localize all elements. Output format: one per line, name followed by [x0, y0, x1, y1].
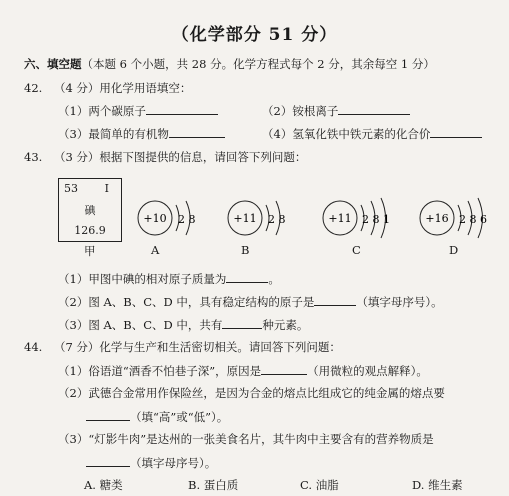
- q44-sub-3b-text: （填字母序号）。: [130, 456, 217, 470]
- answer-blank[interactable]: [261, 362, 307, 375]
- shell-electrons: 2 8 6: [459, 213, 487, 226]
- page-title: （化学部分 51 分）: [171, 25, 338, 45]
- q42-number: 42.: [24, 81, 43, 95]
- q43-sub-1-text: （1）甲图中碘的相对原子质量为: [58, 272, 227, 286]
- answer-blank[interactable]: [226, 270, 268, 283]
- option-d: D. 维生素: [412, 478, 463, 492]
- option-c: C. 油脂: [300, 478, 339, 492]
- q44-sub-2b: [86, 408, 228, 425]
- q43-number: 43.: [24, 150, 43, 164]
- q43-sub-3-text: （3）图 A、B、C、D 中，共有: [58, 318, 223, 332]
- answer-blank[interactable]: [86, 408, 130, 421]
- atom-diagram-a: [138, 201, 196, 235]
- q44-sub-2b-text: （填“高”或“低”）。: [130, 410, 229, 424]
- q42-item-3-text: （3）最简单的有机物: [58, 127, 169, 141]
- nucleus-charge: +11: [328, 212, 352, 225]
- shell-electrons: 2 8: [178, 213, 196, 226]
- shell-electrons: 2 8 1: [362, 213, 390, 226]
- q43-sub-2-text: （2）图 A、B、C、D 中，具有稳定结构的原子是: [58, 295, 315, 309]
- option-b: B. 蛋白质: [188, 478, 239, 492]
- nucleus-charge: +16: [425, 212, 449, 225]
- element-symbol: I: [104, 182, 109, 195]
- tile-label: 甲: [84, 244, 96, 258]
- atomic-mass: 126.9: [74, 224, 106, 237]
- answer-blank[interactable]: [86, 454, 130, 467]
- q43-intro: （3 分）根据下图提供的信息，请回答下列问题：: [53, 150, 307, 164]
- atom-label-d: D: [449, 243, 459, 257]
- atom-diagram-b: [228, 201, 286, 235]
- atom-label-b: B: [241, 243, 250, 257]
- atom-diagram-c: [323, 198, 390, 238]
- option-a: A. 糖类: [84, 478, 123, 492]
- shell-electrons: 2 8: [268, 213, 286, 226]
- atom-label-a: A: [151, 243, 160, 257]
- section-heading: 六、填空题: [24, 57, 82, 71]
- q44-number: 44.: [24, 340, 43, 354]
- section-description: （本题 6 个小题，共 28 分。化学方程式每个 2 分，其余每空 1 分）: [81, 57, 435, 71]
- q44-sub-1-end: （用微粒的观点解释）。: [307, 364, 428, 378]
- q44-intro-line: [24, 339, 341, 355]
- q44-sub-1: [58, 362, 428, 379]
- q43-sub-2-end: （填字母序号）。: [356, 295, 443, 309]
- q43-sub-3-end: 种元素。: [262, 318, 309, 332]
- element-name: 碘: [84, 204, 96, 217]
- q43-sub-3: [58, 316, 308, 333]
- q42-item-1-text: （1）两个碳原子: [58, 104, 146, 118]
- q44-intro: （7 分）化学与生产和生活密切相关。请回答下列问题：: [53, 340, 341, 354]
- q43-sub-1: [58, 270, 280, 287]
- nucleus-charge: +10: [143, 212, 167, 225]
- atom-diagram-d: [420, 198, 487, 238]
- q42-item-2-text: （2）铵根离子: [262, 104, 339, 118]
- atom-label-c: C: [352, 243, 361, 257]
- q42-item-4-text: （4）氢氧化铁中铁元素的化合价: [262, 127, 431, 141]
- q43-sub-2: [58, 293, 443, 310]
- q43-sub-1-end: 。: [268, 272, 280, 286]
- nucleus-charge: +11: [233, 212, 257, 225]
- q44-sub-3b: [86, 454, 216, 471]
- q44-sub-1-text: （1）俗语道“酒香不怕巷子深”，原因是: [58, 364, 262, 378]
- q44-sub-3a: （3）“灯影牛肉”是达州的一张美食名片，其牛肉中主要含有的营养物质是: [58, 432, 434, 446]
- q44-sub-2a: （2）武德合金常用作保险丝，是因为合金的熔点比组成它的纯金属的熔点要: [58, 386, 445, 400]
- answer-blank[interactable]: [314, 293, 356, 306]
- answer-blank[interactable]: [222, 316, 262, 329]
- q42-intro: （4 分）用化学用语填空：: [53, 81, 192, 95]
- atomic-number: 53: [64, 182, 78, 195]
